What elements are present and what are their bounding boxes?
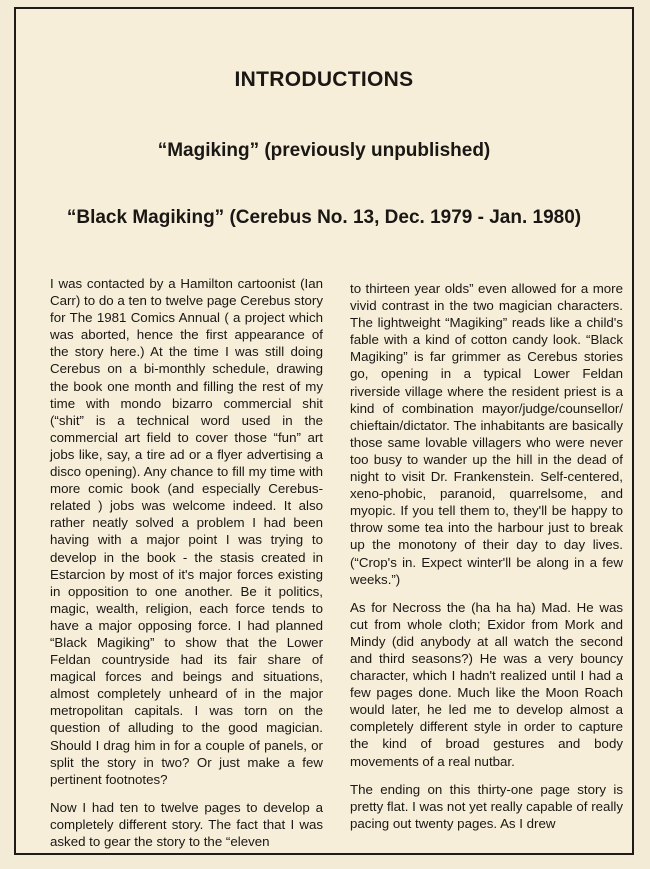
paragraph: Now I had ten to twelve pages to develop a completely different story. The fact that I was asked to gear the story to the “eleven <box>50 799 323 849</box>
page-frame <box>14 7 634 855</box>
page-title: INTRODUCTIONS <box>234 68 414 91</box>
section-heading-black-magiking: “Black Magiking” (Cerebus No. 13, Dec. 1979 - Jan. 1980) <box>66 207 582 228</box>
paragraph: The ending on this thirty-one page story is pretty flat. I was not yet really capable of really pacing out twenty pages. As I drew <box>350 781 623 831</box>
paragraph: I was contacted by a Hamilton cartoonist (Ian Carr) to do a ten to twelve page Cerebus story for The 1981 Comics Annual ( a project which was aborted, hence the first appearance of the story here.) At the time I was still doing Cerebus on a bi-monthly schedule, drawing the book one month and filling the rest of my time with mondo bizarro commercial shit (“shit” is a technical word used in the commercial art field to cover those “fun” art jobs like, say, a tire ad or a flyer advertising a disco opening). Any chance to fill my time with more comic book (and especially Cerebus-related ) jobs was welcome indeed. It also rather neatly solved a problem I had been having with a major point I was trying to develop in the book - the stasis created in Estarcion by most of it's major forces existing in opposition to one another. Be it politics, magic, wealth, religion, each force tends to have a major opposing force. I had planned “Black Magiking” to show that the Lower Feldan countryside had its fair share of magical forces and beings and situations, almost completely unheard of in the major metropolitan capitals. I was torn on the question of alluding to the good magician. Should I drag him in for a couple of panels, or split the story in two? Or just make a few pertinent footnotes? <box>50 276 323 787</box>
paragraph: As for Necross the (ha ha ha) Mad. He was cut from whole cloth; Exidor from Mork and Mindy (did anybody at all watch the second and third seasons?) He was a very bouncy character, which I hadn't realized until I had a few pages done. Much like the Moon Roach would later, he led me to develop almost a completely different style in order to capture the kind of broad gestures and body movements of a real nutbar. <box>350 599 623 769</box>
paragraph: to thirteen year olds” even allowed for a more vivid contrast in the two magician characters. The lightweight “Magiking” reads like a child's fable with a kind of cotton candy look. “Black Magiking” is far grimmer as Cerebus stories go, opening in a typical Lower Feldan riverside village where the resident priest is a kind of combination mayor/judge/counsellor/ chieftain/dictator. The inhabitants are basically those same lovable villagers who were never too busy to wander up the hill in the dead of night to visit Dr. Frankenstein. Self-centered, xeno-phobic, paranoid, quarrelsome, and myopic. If you tell them to, they'll be happy to throw some tea into the harbour just to break up the monotony of their day to day lives. (“Crop's in. Expect winter'll be along in a few weeks.”) <box>350 281 623 587</box>
right-column <box>350 280 623 843</box>
section-heading-magiking: “Magiking” (previously unpublished) <box>157 140 491 161</box>
left-column <box>50 275 323 861</box>
